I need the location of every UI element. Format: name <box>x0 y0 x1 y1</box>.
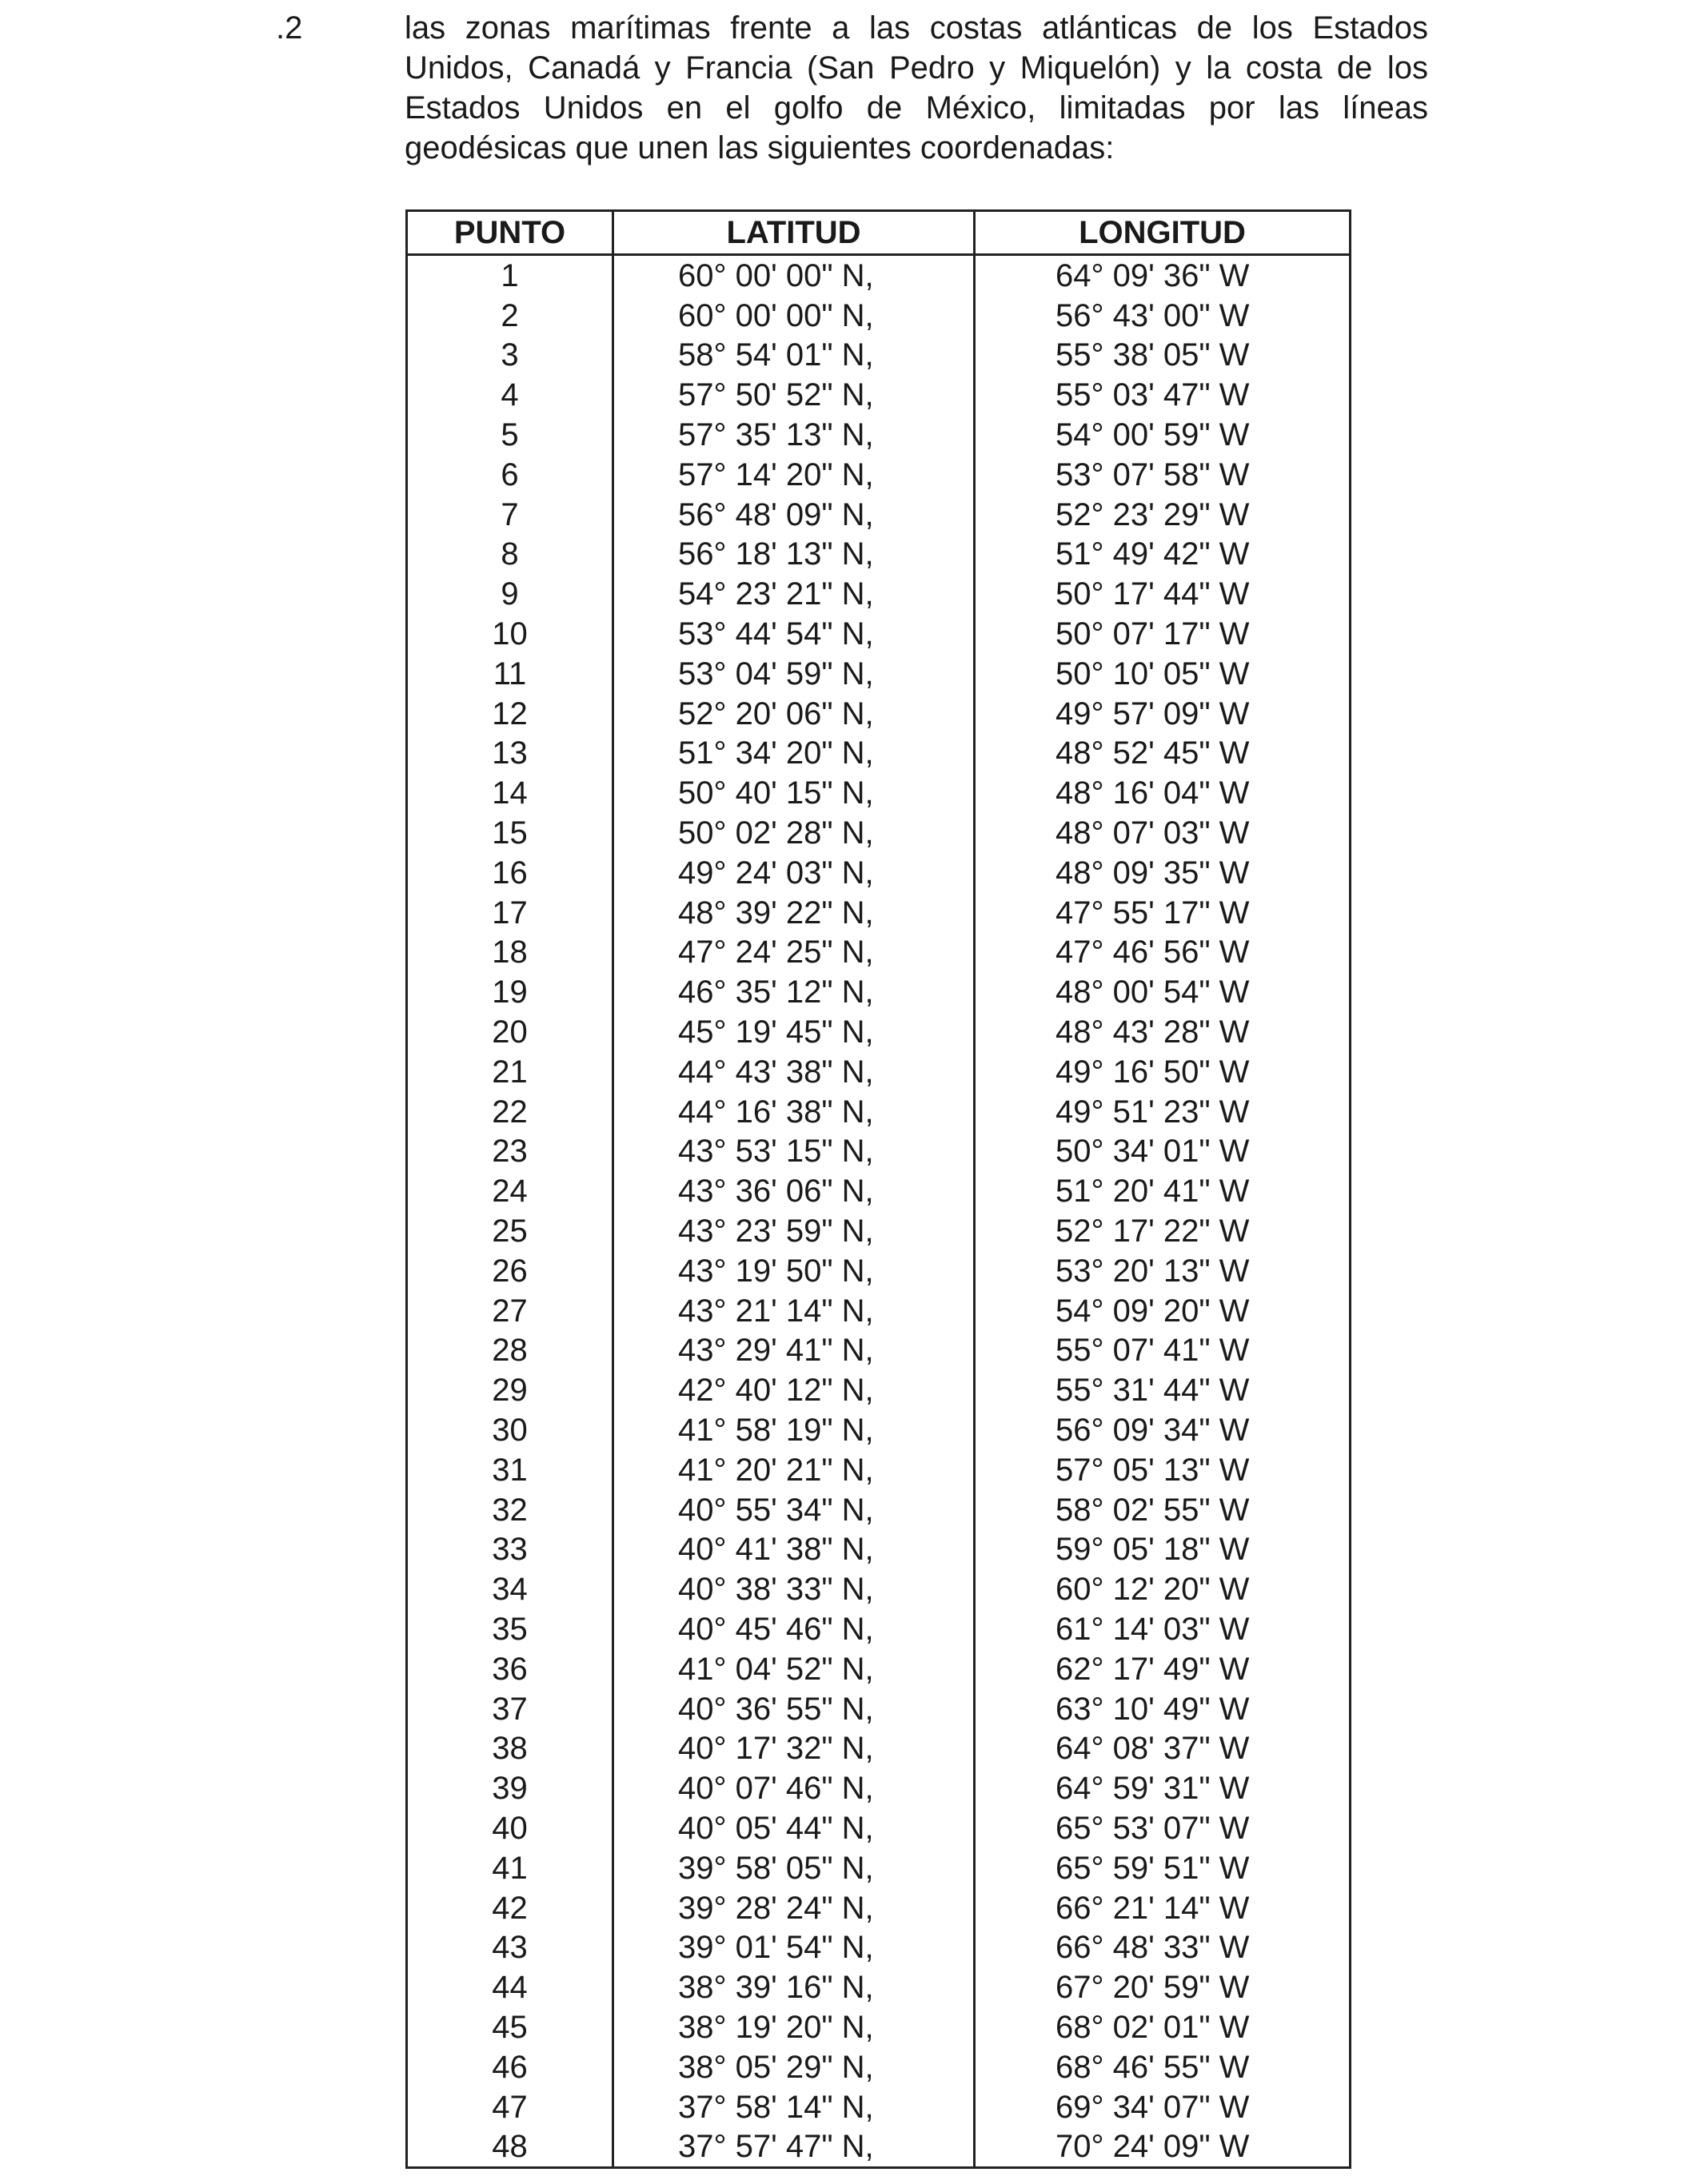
table-row <box>407 1370 1351 1410</box>
cell-punto: 6 <box>407 455 613 495</box>
table-row <box>407 375 1351 415</box>
cell-longitud: 64° 09' 36" W <box>975 255 1351 296</box>
cell-longitud: 64° 08' 37" W <box>975 1728 1351 1768</box>
cell-punto: 2 <box>407 296 613 336</box>
cell-longitud: 56° 43' 00" W <box>975 296 1351 336</box>
cell-punto: 15 <box>407 813 613 853</box>
table-row <box>407 1171 1351 1211</box>
cell-latitud: 37° 57' 47" N, <box>613 2126 975 2167</box>
cell-latitud: 57° 14' 20" N, <box>613 455 975 495</box>
cell-latitud: 40° 38' 33" N, <box>613 1569 975 1609</box>
cell-punto: 14 <box>407 773 613 813</box>
cell-punto: 1 <box>407 255 613 296</box>
cell-punto: 13 <box>407 734 613 774</box>
cell-punto: 26 <box>407 1251 613 1291</box>
table-header-row <box>407 211 1351 255</box>
cell-longitud: 52° 17' 22" W <box>975 1211 1351 1251</box>
table-row <box>407 1609 1351 1649</box>
cell-longitud: 48° 07' 03" W <box>975 813 1351 853</box>
cell-latitud: 42° 40' 12" N, <box>613 1370 975 1410</box>
cell-latitud: 38° 39' 16" N, <box>613 1967 975 2007</box>
cell-longitud: 68° 46' 55" W <box>975 2047 1351 2087</box>
cell-latitud: 57° 50' 52" N, <box>613 375 975 415</box>
cell-longitud: 55° 38' 05" W <box>975 336 1351 376</box>
table-row <box>407 415 1351 455</box>
cell-longitud: 60° 12' 20" W <box>975 1569 1351 1609</box>
cell-punto: 27 <box>407 1291 613 1331</box>
cell-punto: 47 <box>407 2087 613 2127</box>
cell-latitud: 40° 45' 46" N, <box>613 1609 975 1649</box>
cell-latitud: 43° 53' 15" N, <box>613 1132 975 1172</box>
cell-longitud: 48° 52' 45" W <box>975 734 1351 774</box>
cell-punto: 48 <box>407 2126 613 2167</box>
table-row <box>407 1012 1351 1052</box>
cell-latitud: 40° 05' 44" N, <box>613 1808 975 1848</box>
cell-latitud: 40° 55' 34" N, <box>613 1490 975 1530</box>
cell-latitud: 50° 02' 28" N, <box>613 813 975 853</box>
cell-longitud: 66° 48' 33" W <box>975 1927 1351 1967</box>
cell-longitud: 51° 49' 42" W <box>975 535 1351 575</box>
cell-latitud: 41° 58' 19" N, <box>613 1410 975 1450</box>
cell-latitud: 40° 07' 46" N, <box>613 1768 975 1808</box>
table-row <box>407 1888 1351 1928</box>
header-latitud: LATITUD <box>613 211 975 255</box>
table-row <box>407 1967 1351 2007</box>
cell-punto: 37 <box>407 1689 613 1729</box>
cell-latitud: 43° 29' 41" N, <box>613 1331 975 1371</box>
cell-longitud: 55° 31' 44" W <box>975 1370 1351 1410</box>
table-body <box>407 255 1351 2168</box>
table-row <box>407 853 1351 893</box>
cell-longitud: 48° 00' 54" W <box>975 972 1351 1012</box>
cell-punto: 32 <box>407 1490 613 1530</box>
cell-longitud: 62° 17' 49" W <box>975 1649 1351 1689</box>
cell-latitud: 40° 17' 32" N, <box>613 1728 975 1768</box>
cell-latitud: 38° 19' 20" N, <box>613 2007 975 2047</box>
cell-longitud: 54° 09' 20" W <box>975 1291 1351 1331</box>
cell-longitud: 63° 10' 49" W <box>975 1689 1351 1729</box>
cell-longitud: 55° 07' 41" W <box>975 1331 1351 1371</box>
table-row <box>407 1490 1351 1530</box>
header-longitud: LONGITUD <box>975 211 1351 255</box>
table-row <box>407 1728 1351 1768</box>
cell-longitud: 56° 09' 34" W <box>975 1410 1351 1450</box>
cell-punto: 23 <box>407 1132 613 1172</box>
table-row <box>407 614 1351 654</box>
cell-longitud: 57° 05' 13" W <box>975 1450 1351 1490</box>
cell-latitud: 43° 21' 14" N, <box>613 1291 975 1331</box>
table-row <box>407 972 1351 1012</box>
table-row <box>407 1052 1351 1092</box>
cell-latitud: 56° 48' 09" N, <box>613 495 975 535</box>
cell-punto: 38 <box>407 1728 613 1768</box>
cell-longitud: 54° 00' 59" W <box>975 415 1351 455</box>
cell-longitud: 48° 16' 04" W <box>975 773 1351 813</box>
table-row <box>407 1450 1351 1490</box>
cell-longitud: 50° 07' 17" W <box>975 614 1351 654</box>
cell-longitud: 50° 17' 44" W <box>975 574 1351 614</box>
table-row <box>407 1331 1351 1371</box>
cell-longitud: 47° 55' 17" W <box>975 893 1351 933</box>
cell-punto: 45 <box>407 2007 613 2047</box>
cell-punto: 34 <box>407 1569 613 1609</box>
table-row <box>407 2047 1351 2087</box>
cell-longitud: 53° 20' 13" W <box>975 1251 1351 1291</box>
cell-longitud: 52° 23' 29" W <box>975 495 1351 535</box>
table-row <box>407 694 1351 734</box>
cell-punto: 30 <box>407 1410 613 1450</box>
cell-punto: 31 <box>407 1450 613 1490</box>
cell-longitud: 53° 07' 58" W <box>975 455 1351 495</box>
table-row <box>407 1132 1351 1172</box>
cell-longitud: 68° 02' 01" W <box>975 2007 1351 2047</box>
cell-longitud: 51° 20' 41" W <box>975 1171 1351 1211</box>
table-row <box>407 1530 1351 1570</box>
paragraph-text: las zonas marítimas frente a las costas atlánticas de los Estados Unidos, Canadá y Francia (San Pedro y Miquelón) y la costa de los Estados Unidos en el golfo de México, limitadas por las líneas geodésicas que unen las siguientes coordenadas: <box>405 10 1428 165</box>
cell-longitud: 47° 46' 56" W <box>975 933 1351 973</box>
cell-latitud: 39° 28' 24" N, <box>613 1888 975 1928</box>
cell-latitud: 56° 18' 13" N, <box>613 535 975 575</box>
cell-punto: 42 <box>407 1888 613 1928</box>
header-punto: PUNTO <box>407 211 613 255</box>
cell-latitud: 57° 35' 13" N, <box>613 415 975 455</box>
cell-punto: 36 <box>407 1649 613 1689</box>
cell-punto: 46 <box>407 2047 613 2087</box>
cell-latitud: 53° 44' 54" N, <box>613 614 975 654</box>
cell-latitud: 43° 36' 06" N, <box>613 1171 975 1211</box>
coordinates-table <box>405 209 1351 2169</box>
table-row <box>407 1410 1351 1450</box>
cell-longitud: 64° 59' 31" W <box>975 1768 1351 1808</box>
paragraph-number: .2 <box>276 10 303 46</box>
cell-latitud: 60° 00' 00" N, <box>613 255 975 296</box>
table-row <box>407 773 1351 813</box>
table-row <box>407 1808 1351 1848</box>
cell-punto: 20 <box>407 1012 613 1052</box>
cell-latitud: 49° 24' 03" N, <box>613 853 975 893</box>
table-row <box>407 734 1351 774</box>
cell-latitud: 53° 04' 59" N, <box>613 654 975 694</box>
cell-latitud: 44° 43' 38" N, <box>613 1052 975 1092</box>
cell-longitud: 49° 57' 09" W <box>975 694 1351 734</box>
cell-punto: 11 <box>407 654 613 694</box>
cell-longitud: 65° 59' 51" W <box>975 1848 1351 1888</box>
cell-punto: 7 <box>407 495 613 535</box>
table-row <box>407 1768 1351 1808</box>
cell-punto: 44 <box>407 1967 613 2007</box>
cell-punto: 10 <box>407 614 613 654</box>
table-row <box>407 1291 1351 1331</box>
table-row <box>407 1211 1351 1251</box>
cell-longitud: 49° 51' 23" W <box>975 1092 1351 1132</box>
cell-latitud: 52° 20' 06" N, <box>613 694 975 734</box>
cell-latitud: 43° 23' 59" N, <box>613 1211 975 1251</box>
cell-latitud: 51° 34' 20" N, <box>613 734 975 774</box>
table-row <box>407 535 1351 575</box>
table-row <box>407 495 1351 535</box>
cell-longitud: 70° 24' 09" W <box>975 2126 1351 2167</box>
cell-punto: 24 <box>407 1171 613 1211</box>
table-row <box>407 1649 1351 1689</box>
cell-latitud: 48° 39' 22" N, <box>613 893 975 933</box>
cell-latitud: 43° 19' 50" N, <box>613 1251 975 1291</box>
table-row <box>407 574 1351 614</box>
cell-punto: 12 <box>407 694 613 734</box>
cell-latitud: 54° 23' 21" N, <box>613 574 975 614</box>
cell-latitud: 41° 20' 21" N, <box>613 1450 975 1490</box>
table-row <box>407 336 1351 376</box>
cell-punto: 19 <box>407 972 613 1012</box>
cell-punto: 28 <box>407 1331 613 1371</box>
table-row <box>407 2007 1351 2047</box>
table-row <box>407 1927 1351 1967</box>
cell-latitud: 38° 05' 29" N, <box>613 2047 975 2087</box>
cell-punto: 43 <box>407 1927 613 1967</box>
cell-punto: 29 <box>407 1370 613 1410</box>
table-row <box>407 2126 1351 2167</box>
table-row <box>407 296 1351 336</box>
cell-latitud: 50° 40' 15" N, <box>613 773 975 813</box>
cell-latitud: 37° 58' 14" N, <box>613 2087 975 2127</box>
table-row <box>407 455 1351 495</box>
cell-latitud: 44° 16' 38" N, <box>613 1092 975 1132</box>
cell-longitud: 55° 03' 47" W <box>975 375 1351 415</box>
cell-longitud: 61° 14' 03" W <box>975 1609 1351 1649</box>
cell-latitud: 46° 35' 12" N, <box>613 972 975 1012</box>
cell-punto: 5 <box>407 415 613 455</box>
cell-longitud: 50° 10' 05" W <box>975 654 1351 694</box>
cell-punto: 39 <box>407 1768 613 1808</box>
cell-longitud: 66° 21' 14" W <box>975 1888 1351 1928</box>
table-row <box>407 1092 1351 1132</box>
cell-longitud: 58° 02' 55" W <box>975 1490 1351 1530</box>
cell-punto: 35 <box>407 1609 613 1649</box>
cell-longitud: 69° 34' 07" W <box>975 2087 1351 2127</box>
cell-longitud: 59° 05' 18" W <box>975 1530 1351 1570</box>
table-row <box>407 2087 1351 2127</box>
cell-longitud: 48° 43' 28" W <box>975 1012 1351 1052</box>
cell-latitud: 40° 41' 38" N, <box>613 1530 975 1570</box>
table-row <box>407 933 1351 973</box>
cell-punto: 17 <box>407 893 613 933</box>
cell-latitud: 39° 01' 54" N, <box>613 1927 975 1967</box>
cell-longitud: 49° 16' 50" W <box>975 1052 1351 1092</box>
table-row <box>407 1251 1351 1291</box>
cell-latitud: 41° 04' 52" N, <box>613 1649 975 1689</box>
cell-punto: 40 <box>407 1808 613 1848</box>
table-row <box>407 1848 1351 1888</box>
cell-longitud: 48° 09' 35" W <box>975 853 1351 893</box>
cell-latitud: 58° 54' 01" N, <box>613 336 975 376</box>
cell-punto: 8 <box>407 535 613 575</box>
cell-latitud: 45° 19' 45" N, <box>613 1012 975 1052</box>
cell-punto: 25 <box>407 1211 613 1251</box>
cell-latitud: 60° 00' 00" N, <box>613 296 975 336</box>
cell-longitud: 65° 53' 07" W <box>975 1808 1351 1848</box>
table-row <box>407 654 1351 694</box>
table-row <box>407 1689 1351 1729</box>
cell-longitud: 50° 34' 01" W <box>975 1132 1351 1172</box>
cell-latitud: 47° 24' 25" N, <box>613 933 975 973</box>
cell-longitud: 67° 20' 59" W <box>975 1967 1351 2007</box>
cell-punto: 16 <box>407 853 613 893</box>
cell-punto: 3 <box>407 336 613 376</box>
table-row <box>407 1569 1351 1609</box>
table-row <box>407 813 1351 853</box>
cell-punto: 22 <box>407 1092 613 1132</box>
cell-punto: 21 <box>407 1052 613 1092</box>
table-row <box>407 893 1351 933</box>
cell-punto: 4 <box>407 375 613 415</box>
cell-latitud: 40° 36' 55" N, <box>613 1689 975 1729</box>
cell-punto: 9 <box>407 574 613 614</box>
cell-punto: 41 <box>407 1848 613 1888</box>
cell-punto: 18 <box>407 933 613 973</box>
cell-latitud: 39° 58' 05" N, <box>613 1848 975 1888</box>
cell-punto: 33 <box>407 1530 613 1570</box>
table-row <box>407 255 1351 296</box>
